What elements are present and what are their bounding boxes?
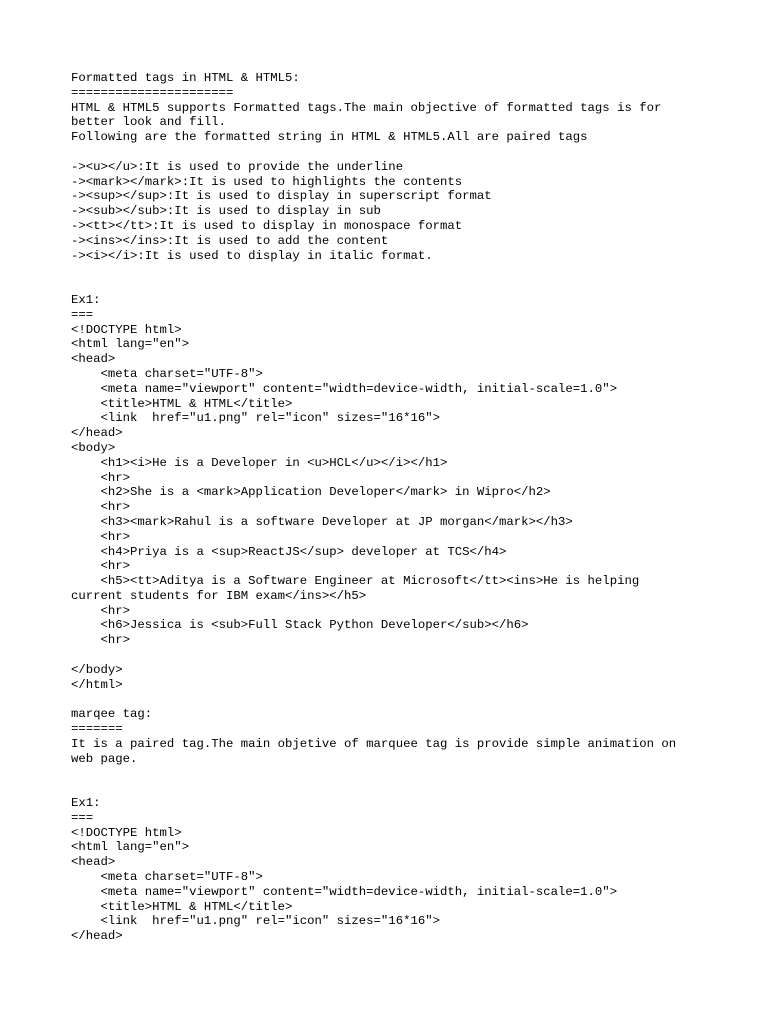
code-line: <hr> bbox=[71, 603, 131, 618]
marquee-description: web page. bbox=[71, 751, 138, 766]
tag-description: -><u></u>:It is used to provide the underline bbox=[71, 159, 404, 174]
code-line: <link href="u1.png" rel="icon" sizes="16*16"> bbox=[71, 411, 440, 426]
code-line: <head> bbox=[71, 352, 116, 367]
code-line: <meta charset="UTF-8"> bbox=[71, 366, 263, 381]
code-line: <hr> bbox=[71, 559, 131, 574]
code-line: </head> bbox=[71, 929, 123, 944]
code-line: <link href="u1.png" rel="icon" sizes="16*16"> bbox=[71, 914, 440, 929]
section-heading: marqee tag: bbox=[71, 707, 153, 722]
code-line: <head> bbox=[71, 855, 116, 870]
code-line: <meta charset="UTF-8"> bbox=[71, 870, 263, 885]
tag-description: -><sub></sub>:It is used to display in sub bbox=[71, 204, 381, 219]
code-line: <hr> bbox=[71, 633, 131, 648]
blank-line bbox=[71, 766, 711, 781]
blank-line bbox=[71, 781, 711, 796]
code-line: <!DOCTYPE html> bbox=[71, 825, 182, 840]
code-line: <meta name="viewport" content="width=device-width, initial-scale=1.0"> bbox=[71, 381, 618, 396]
tag-description: -><ins></ins>:It is used to add the content bbox=[71, 233, 389, 248]
blank-line bbox=[71, 648, 711, 663]
code-line: <hr> bbox=[71, 529, 131, 544]
section-underline: ======= bbox=[71, 722, 123, 737]
code-line: <meta name="viewport" content="width=device-width, initial-scale=1.0"> bbox=[71, 884, 618, 899]
example-heading: Ex1: bbox=[71, 292, 101, 307]
code-line: </head> bbox=[71, 426, 123, 441]
code-line: <h1><i>He is a Developer in <u>HCL</u></i></h1> bbox=[71, 455, 448, 470]
tag-description: -><tt></tt>:It is used to display in monospace format bbox=[71, 218, 463, 233]
tag-description: -><i></i>:It is used to display in italic format. bbox=[71, 248, 433, 263]
document-page bbox=[71, 71, 711, 944]
tag-description: -><mark></mark>:It is used to highlights the contents bbox=[71, 174, 463, 189]
intro-line: better look and fill. bbox=[71, 115, 226, 130]
intro-line: HTML & HTML5 supports Formatted tags.The main objective of formatted tags is for bbox=[71, 100, 662, 115]
code-line: <hr> bbox=[71, 470, 131, 485]
tag-description: -><sup></sup>:It is used to display in superscript format bbox=[71, 189, 492, 204]
code-line: <!DOCTYPE html> bbox=[71, 322, 182, 337]
marquee-description: It is a paired tag.The main objetive of marquee tag is provide simple animation on bbox=[71, 736, 677, 751]
example-underline: === bbox=[71, 307, 94, 322]
code-line: <body> bbox=[71, 440, 116, 455]
code-line: <html lang="en"> bbox=[71, 337, 190, 352]
blank-line bbox=[71, 145, 711, 160]
example-heading: Ex1: bbox=[71, 796, 101, 811]
code-line: </html> bbox=[71, 677, 123, 692]
code-line: <title>HTML & HTML</title> bbox=[71, 899, 293, 914]
example-underline: === bbox=[71, 810, 94, 825]
code-line: <title>HTML & HTML</title> bbox=[71, 396, 293, 411]
title-underline: ====================== bbox=[71, 85, 234, 100]
blank-line bbox=[71, 692, 711, 707]
code-line: </body> bbox=[71, 662, 123, 677]
code-line: <h5><tt>Aditya is a Software Engineer at Microsoft</tt><ins>He is helping bbox=[71, 574, 640, 589]
code-line: <hr> bbox=[71, 500, 131, 515]
intro-line: Following are the formatted string in HTML & HTML5.All are paired tags bbox=[71, 130, 588, 145]
code-line: <h4>Priya is a <sup>ReactJS</sup> developer at TCS</h4> bbox=[71, 544, 507, 559]
doc-title: Formatted tags in HTML & HTML5: bbox=[71, 71, 300, 85]
code-line: <h3><mark>Rahul is a software Developer at JP morgan</mark></h3> bbox=[71, 514, 573, 529]
blank-line bbox=[71, 278, 711, 293]
code-line: <html lang="en"> bbox=[71, 840, 190, 855]
code-line: <h6>Jessica is <sub>Full Stack Python Developer</sub></h6> bbox=[71, 618, 529, 633]
code-line: current students for IBM exam</ins></h5> bbox=[71, 588, 367, 603]
code-line: <h2>She is a <mark>Application Developer</mark> in Wipro</h2> bbox=[71, 485, 551, 500]
blank-line bbox=[71, 263, 711, 278]
